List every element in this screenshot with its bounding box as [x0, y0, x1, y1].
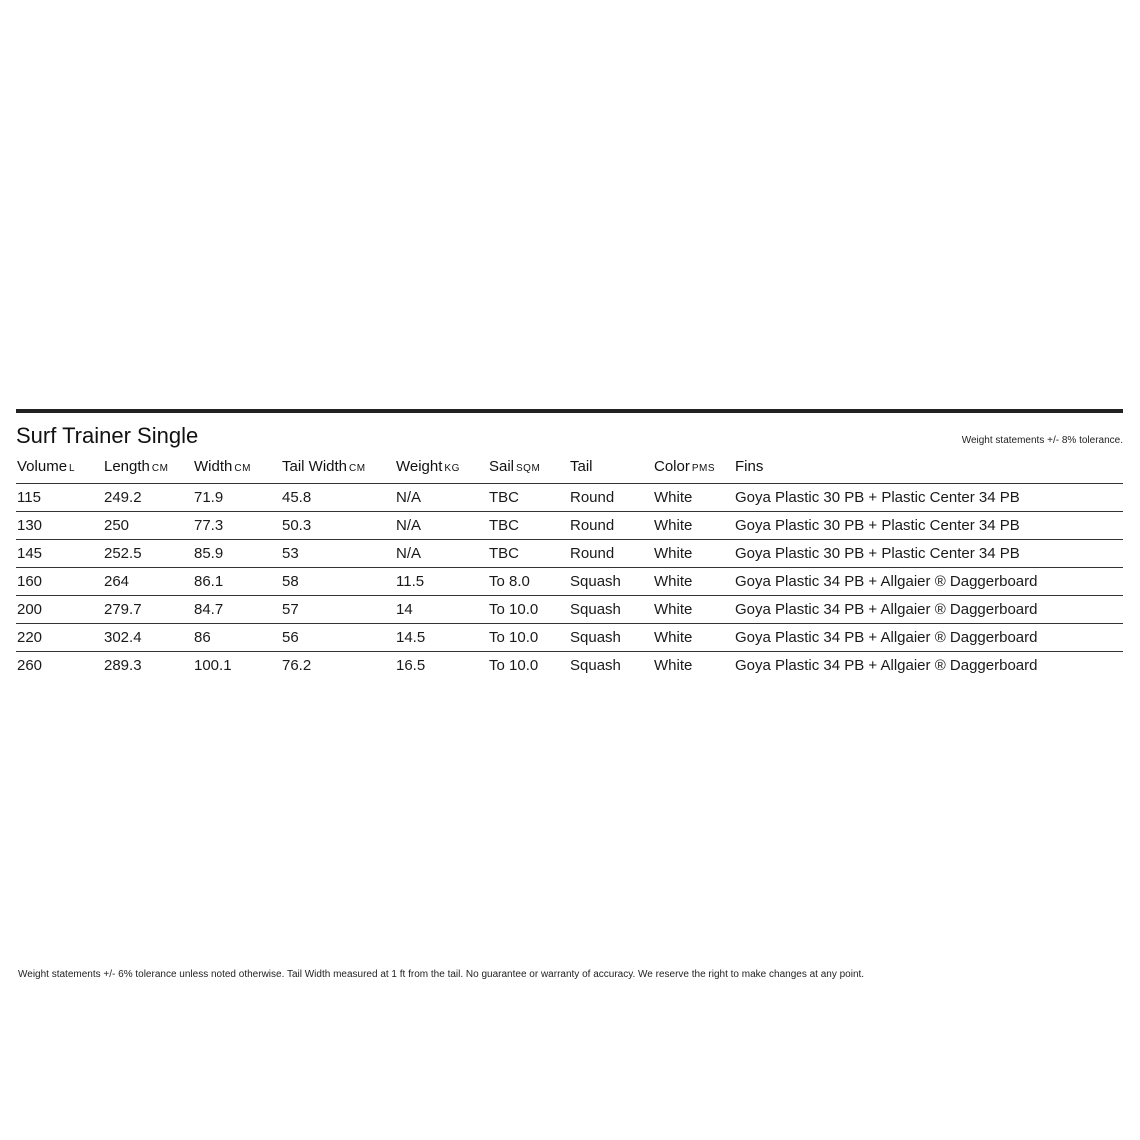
column-header-label: Length	[104, 457, 150, 475]
table-cell: 264	[103, 568, 193, 596]
table-cell: 145	[16, 540, 103, 568]
table-cell: Goya Plastic 30 PB + Plastic Center 34 PB	[734, 484, 1123, 512]
table-cell: 56	[281, 624, 395, 652]
table-cell: To 8.0	[488, 568, 569, 596]
table-cell: White	[653, 596, 734, 624]
table-cell: 58	[281, 568, 395, 596]
column-header-unit: SQM	[516, 462, 541, 474]
table-cell: 249.2	[103, 484, 193, 512]
column-header	[193, 449, 281, 484]
column-header-unit: CM	[151, 462, 169, 474]
column-header-label: Fins	[735, 457, 764, 475]
column-header-unit: L	[69, 462, 76, 474]
table-cell: 160	[16, 568, 103, 596]
table-cell: TBC	[488, 484, 569, 512]
column-header-label: Weight	[396, 457, 443, 475]
title-row	[16, 413, 1123, 449]
table-cell: 250	[103, 512, 193, 540]
table-cell: 85.9	[193, 540, 281, 568]
table-cell: N/A	[395, 484, 488, 512]
table-header-row	[16, 449, 1123, 484]
column-header-label: Tail Width	[282, 457, 348, 475]
table-cell: 76.2	[282, 657, 312, 674]
table-cell: 14.5	[395, 624, 488, 652]
table-cell: 302.4	[103, 624, 193, 652]
table-cell: N/A	[395, 512, 488, 540]
table-cell: 11.5	[395, 568, 488, 596]
table-cell: 252.5	[103, 540, 193, 568]
table-cell: 200	[16, 596, 103, 624]
table-row	[16, 512, 1123, 540]
table-cell: 289.3	[104, 657, 142, 674]
table-cell: White	[653, 484, 734, 512]
table-cell: 57	[281, 596, 395, 624]
table-cell: Goya Plastic 34 PB + Allgaier ® Daggerboard	[734, 596, 1123, 624]
table-row	[16, 568, 1123, 596]
table-cell: 130	[16, 512, 103, 540]
column-header-unit: PMS	[691, 462, 716, 474]
table-cell: 16.5	[396, 657, 426, 674]
table-cell: 115	[16, 484, 103, 512]
table-cell: White	[653, 512, 734, 540]
column-header-label: Color	[654, 457, 690, 475]
footer-disclaimer: Weight statements +/- 6% tolerance unless noted otherwise. Tail Width measured at 1 ft from the tail. No guarantee or warranty of accuracy. We reserve the right to make changes at any point.	[18, 969, 865, 980]
column-header-label: Width	[194, 457, 233, 475]
table-cell: White	[654, 657, 693, 674]
column-header	[569, 449, 653, 484]
table-cell: Squash	[569, 596, 653, 624]
tolerance-note: Weight statements +/- 8% tolerance.	[961, 435, 1123, 446]
specs-table	[16, 449, 1123, 679]
table-cell: TBC	[488, 512, 569, 540]
column-header	[653, 449, 734, 484]
table-cell: 53	[281, 540, 395, 568]
table-cell: N/A	[395, 540, 488, 568]
column-header	[281, 449, 395, 484]
table-cell: 14	[395, 596, 488, 624]
table-row	[16, 596, 1123, 624]
column-header-unit: CM	[349, 462, 366, 474]
table-cell: 84.7	[193, 596, 281, 624]
column-header	[734, 449, 1123, 484]
table-cell: Round	[569, 484, 653, 512]
table-cell: To 10.0	[488, 596, 569, 624]
table-body	[16, 484, 1123, 680]
table-row	[16, 624, 1123, 652]
table-cell: 45.8	[281, 484, 395, 512]
column-header	[103, 449, 193, 484]
column-header	[488, 449, 569, 484]
column-header-unit: CM	[234, 462, 251, 474]
table-cell: Goya Plastic 30 PB + Plastic Center 34 PB	[734, 512, 1123, 540]
column-header-label: Sail	[489, 457, 515, 475]
table-cell: 220	[16, 624, 103, 652]
table-row	[16, 652, 1123, 680]
table-cell: To 10.0	[489, 657, 539, 674]
table-cell: Goya Plastic 34 PB + Allgaier ® Daggerboard	[735, 657, 1038, 674]
column-header-unit: KG	[444, 462, 460, 474]
column-header-label: Tail	[570, 457, 593, 475]
table-cell: White	[653, 624, 734, 652]
table-cell: 279.7	[103, 596, 193, 624]
column-header	[16, 449, 103, 484]
table-cell: 260	[17, 657, 43, 674]
spec-sheet	[16, 409, 1123, 679]
table-row	[16, 540, 1123, 568]
table-cell: Round	[569, 512, 653, 540]
product-title: Surf Trainer Single	[16, 423, 199, 448]
table-cell: Round	[569, 540, 653, 568]
table-cell: 77.3	[193, 512, 281, 540]
table-cell: White	[653, 540, 734, 568]
table-cell: 50.3	[281, 512, 395, 540]
table-cell: Goya Plastic 30 PB + Plastic Center 34 PB	[734, 540, 1123, 568]
table-cell: 86	[193, 624, 281, 652]
table-cell: Squash	[569, 568, 653, 596]
table-cell: Squash	[569, 624, 653, 652]
table-cell: 100.1	[194, 657, 232, 674]
table-cell: TBC	[488, 540, 569, 568]
table-cell: 86.1	[193, 568, 281, 596]
column-header	[395, 449, 488, 484]
table-cell: Goya Plastic 34 PB + Allgaier ® Daggerboard	[734, 624, 1123, 652]
table-cell: To 10.0	[488, 624, 569, 652]
table-cell: Squash	[570, 657, 621, 674]
column-header-label: Volume	[17, 457, 68, 475]
table-cell: Goya Plastic 34 PB + Allgaier ® Daggerboard	[734, 568, 1123, 596]
table-row	[16, 484, 1123, 512]
table-cell: White	[653, 568, 734, 596]
table-cell: 71.9	[193, 484, 281, 512]
